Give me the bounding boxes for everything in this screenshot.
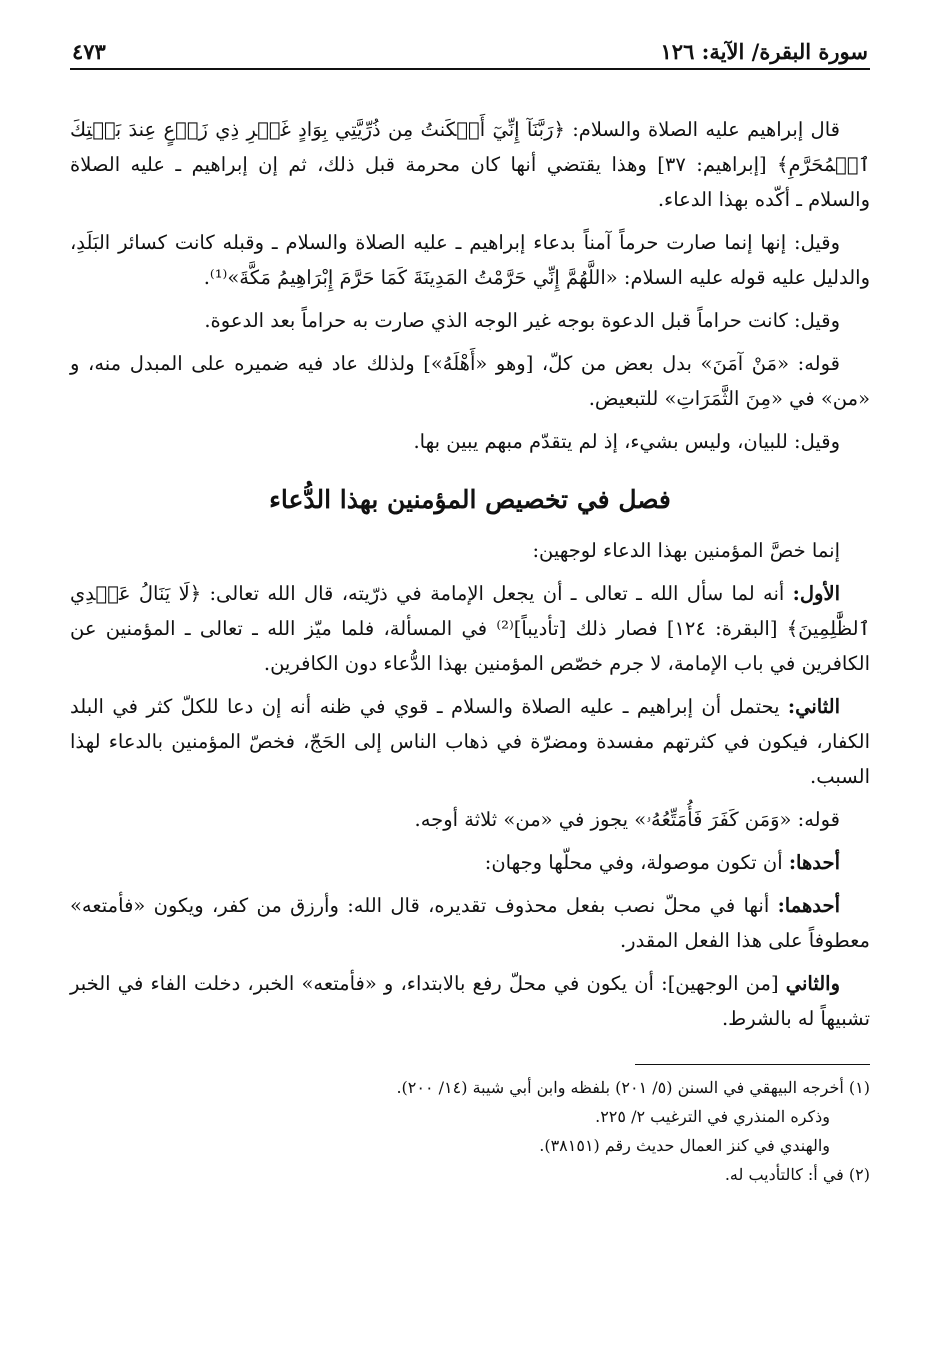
paragraph-ahaduha xyxy=(70,845,870,880)
lead-word: الثاني: xyxy=(787,695,840,718)
paragraph-thani xyxy=(70,966,870,1036)
paragraph: وقيل: إنها إنما صارت حرماً آمناً بدعاء إبراهيم ـ عليه الصلاة والسلام ـ وقبله كانت كسائر البَلَدِ، والدليل عليه قوله عليه السلام: «اللَّهُمَّ إِنِّي حَرَّمْتُ المَدِينَةَ كَمَا حَرَّمَ إِبْرَاهِيمُ مَكَّةَ»⁽¹⁾. xyxy=(70,231,870,289)
main-text xyxy=(70,112,870,1036)
lead-word: أحدهما: xyxy=(777,894,840,917)
paragraph-text: أن تكون موصولة، وفي محلّها وجهان: xyxy=(484,851,789,874)
running-head xyxy=(70,30,870,70)
paragraph-first xyxy=(70,576,870,681)
footnote-continuation: وذكره المنذري في الترغيب ٢/ ٢٢٥. xyxy=(595,1107,830,1126)
paragraph-text: [من الوجهين]: أن يكون في محلّ رفع بالابتداء، و «فأمتعه» الخبر، دخلت الفاء في الخبر تشبيهاً له بالشرط. xyxy=(70,972,870,1030)
paragraph-ahaduhuma xyxy=(70,888,870,958)
paragraph: قوله: «مَنْ آمَنَ» بدل بعض من كلّ، [وهو «أَهْلَهُ»] ولذلك عاد فيه ضميره على المبدل منه، و «من» في «مِنَ الثَّمَرَاتِ» للتبعيض. xyxy=(70,352,870,410)
paragraph: إنما خصَّ المؤمنين بهذا الدعاء لوجهين: xyxy=(532,539,840,562)
lead-word: الأول: xyxy=(792,582,840,605)
paragraph: قال إبراهيم عليه الصلاة والسلام: ﴿رَبَّنَآ إِنِّيٓ أَسۡكَنتُ مِن ذُرِّيَّتِي بِوَادٍ غَيۡرِ ذِي زَرۡعٍ عِندَ بَيۡتِكَ ٱلۡمُحَرَّمِ﴾ [إبراهيم: ٣٧] وهذا يقتضي أنها كان محرمة قبل ذلك، ثم إن إبراهيم ـ عليه الصلاة والسلام ـ أكّده بهذا الدعاء. xyxy=(70,118,870,211)
footnote-continuation: والهندي في كنز العمال حديث رقم (٣٨١٥١). xyxy=(539,1136,830,1155)
paragraph-text: يحتمل أن إبراهيم ـ عليه الصلاة والسلام ـ قوي في ظنه أنه إن دعا للكلّ كثر في البلد الكفار، فيكون في كثرتهم مفسدة ومضرّة في ذهاب الناس إلى الحَجّ، فخصّ المؤمنين بالدعاء لهذا السبب. xyxy=(70,695,870,788)
section-heading: فصل في تخصيص المؤمنين بهذا الدُّعاء xyxy=(269,485,671,514)
footnote: (١) أخرجه البيهقي في السنن (٥/ ٢٠١) بلفظه وابن أبي شيبة (١٤/ ٢٠٠). xyxy=(396,1078,870,1097)
footnote-divider xyxy=(635,1064,870,1065)
paragraph-text: أنها في محلّ نصب بفعل محذوف تقديره، قال الله: وأرزق من كفر، ويكون «فأمتعه» معطوفاً على هذا الفعل المقدر. xyxy=(70,894,870,952)
footnote: (٢) في أ: كالتأديب له. xyxy=(724,1165,870,1184)
lead-word: أحدها: xyxy=(788,851,840,874)
paragraph-text: أنه لما سأل الله ـ تعالى ـ أن يجعل الإمامة في ذرّيته، قال الله تعالى: ﴿لَا يَنَالُ عَهۡدِي ٱلظَّٰلِمِينَ﴾ [البقرة: ١٢٤] فصار ذلك [تأديباً]⁽²⁾ في المسألة، فلما ميّز الله ـ تعالى ـ المؤمنين عن الكافرين في باب الإمامة، لا جرم خصّص المؤمنين بهذا الدُّعاء دون الكافرين. xyxy=(70,582,871,675)
surah-reference: سورة البقرة/ الآية: ١٢٦ xyxy=(660,39,868,64)
paragraph-second xyxy=(70,689,870,794)
paragraph: وقيل: كانت حراماً قبل الدعوة بوجه غير الوجه الذي صارت به حراماً بعد الدعوة. xyxy=(204,309,840,332)
footnotes xyxy=(70,1073,870,1189)
page-number: ٤٧٣ xyxy=(72,39,106,64)
paragraph: وقيل: للبيان، وليس بشيء، إذ لم يتقدّم مبهم يبين بها. xyxy=(413,430,840,453)
book-page xyxy=(70,30,870,1350)
paragraph: قوله: «وَمَن كَفَرَ فَأُمَتِّعُهُۥ» يجوز في «من» ثلاثة أوجه. xyxy=(414,808,840,831)
lead-word: والثاني xyxy=(785,972,840,995)
